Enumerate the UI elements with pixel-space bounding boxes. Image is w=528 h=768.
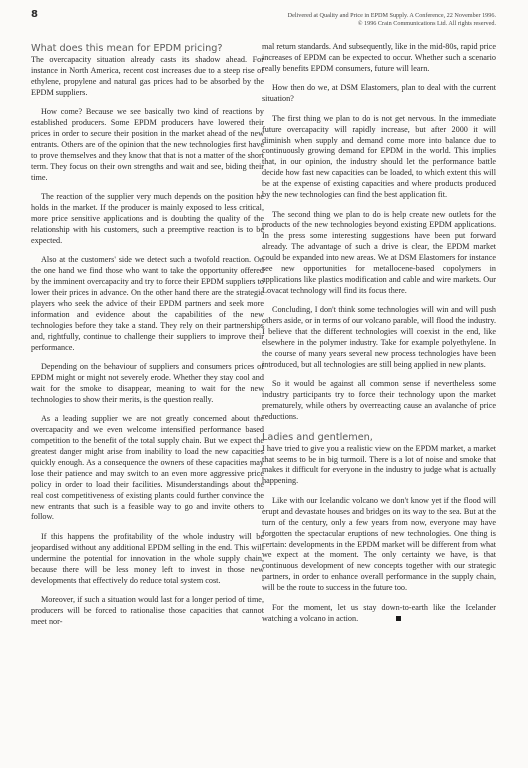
paragraph: I have tried to give you a realistic view on the EPDM market, a market that seems to be in big turmoil. There is a lot of noise and smoke that makes it difficult for everyone in the industry to judge what is actually happening. <box>262 443 496 486</box>
paragraph: If this happens the profitability of the whole industry will be jeopardised without any additional EPDM selling in the end. This will undermine the potential for innovation in the whole supply chain, because there will be less money left to invest in those new developments that effectively do reduce total system cost. <box>31 531 264 585</box>
closing-paragraph <box>262 603 496 625</box>
paragraph: As a leading supplier we are not greatly concerned about the overcapacity and we even welcome intensified performance based competition to the benefit of the total supply chain. But we expect the greatest danger might arise from inability to load the new capacities quickly enough. As a consequence the owners of these capacities may lose their patience and may switch to an even more aggressive price policy in order to load their facilities. Misunderstandings about the real cost competitiveness of existing plants could further convince the new entrants that such is a feasible way to go and invite others to follow. <box>31 414 264 522</box>
paragraph: Like with our Icelandic volcano we don't know yet if the flood will erupt and devastate houses and bridges on its way to the sea. But at the turn of the century, only a few years from now, everyone may have forgotten the spectacular eruptions of new technologies. One thing is certain: developments in the EPDM market will be different from what we expect at the moment. The only certainty we have, is that continuous development of new concepts together with our strategic partners, in order to enhance overall performance in the supply chain, will be the route to success in the future too. <box>262 495 496 593</box>
running-head-copyright: © 1996 Crain Communications Ltd. All rights reserved. <box>357 19 496 27</box>
page-number: 8 <box>31 9 38 20</box>
running-head-conference: Delivered at Quality and Price in EPDM Supply. A Conference, 22 November 1996. <box>287 12 496 19</box>
running-head <box>116 12 496 27</box>
paragraph: Also at the customers' side we detect such a twofold reaction. On the one hand we find those who want to take the opportunity offered by the imminent overcapacity and try to force their EPDM suppliers to lower their prices in advance. On the other hand there are the strategic players who seek the advice of their EPDM partners and seek more information and evidence about the capabilities of the new technologies before they take a stand. They rely on their partnerships and, rightfully, continue to challenge their suppliers to improve their performance. <box>31 255 264 352</box>
section-heading-epdm-pricing: What does this mean for EPDM pricing? <box>31 43 223 54</box>
closing-text: For the moment, let us stay down-to-earth like the Icelander watching a volcano in action. <box>262 602 496 623</box>
paragraph: The overcapacity situation already casts its shadow ahead. For instance in North America, recent cost increases due to a steep rise of ethylene, propylene and natural gas prices had to be absorbed by the EPDM suppliers. <box>31 55 264 97</box>
paragraph: The reaction of the supplier very much depends on the position he holds in the market. If the producer is mainly exposed to less critical, more price sensitive applications and is doubting the quality of the relationship with his customers, such a preemptive reaction is to be expected. <box>31 192 264 245</box>
paragraph: Depending on the behaviour of suppliers and consumers prices of EPDM might or might not severely erode. Whether they stay cool and wait for the smoke to disappear, meaning to wait for the new technologies to show their merits, is the question really. <box>31 362 264 404</box>
paragraph: Concluding, I don't think some technologies will win and will push others aside, or in terms of our volcano parable, will flood the industry. I believe that the different technologies will coexist in the end, like elsewhere in the polymer industry. Take for example polyethylene. In the course of many years several new process technologies have been introduced, but all technologies are still being applied in new plants. <box>262 305 496 369</box>
left-column <box>31 43 264 636</box>
paragraph: Moreover, if such a situation would last for a longer period of time, producers will be forced to rationalise those capacities that cannot meet nor- <box>31 595 264 626</box>
section-heading-ladies-and-gentlemen: Ladies and gentlemen, <box>262 431 373 443</box>
paragraph: How then do we, at DSM Elastomers, plan to deal with the current situation? <box>262 83 496 104</box>
paragraph: mal return standards. And subsequently, like in the mid-80s, rapid price increases of EPDM can be expected to occur. Whether such a scenario really benefits EPDM consumers, future will learn. <box>262 42 496 73</box>
paragraph: The second thing we plan to do is help create new outlets for the products of the new technologies beyond existing EPDM applications. In the press some interesting suggestions have been put forward already. The advantage of such a drive is clear, the EPDM market could be expanded into new areas. We at DSM Elastomers for instance see new opportunities for metallocene-based copolymers in applications like plastics modification and cable and wire markets. Our Lovacat technology will find its focus there. <box>262 209 496 295</box>
end-mark-icon <box>396 616 401 621</box>
paragraph: So it would be against all common sense if nevertheless some industry participants try to force their technology upon the market prematurely, while others by overreacting cause an avalanche of price reductions. <box>262 379 496 422</box>
paragraph: The first thing we plan to do is not get nervous. In the immediate future overcapacity will rapidly increase, but after 2000 it will diminish when supply and demand come more into balance due to continuously growing demand for EPDM in the world. This implies that, in our opinion, the industry should let the performance battle decide how fast new capacities can be loaded, to which extent this will be at the expense of existing capacities and where products produced by the new technologies can find the best application fit. <box>262 113 496 200</box>
paragraph: How come? Because we see basically two kind of reactions by established producers. Some EPDM producers have lowered their prices in order to secure their position in the market ahead of the new entrants. Others are of the opinion that the new technologies first have to prove themselves and they know that that is not a matter of the short term. They focus on their own strengths and wait and see, biding their time. <box>31 107 264 182</box>
right-column <box>262 42 496 633</box>
